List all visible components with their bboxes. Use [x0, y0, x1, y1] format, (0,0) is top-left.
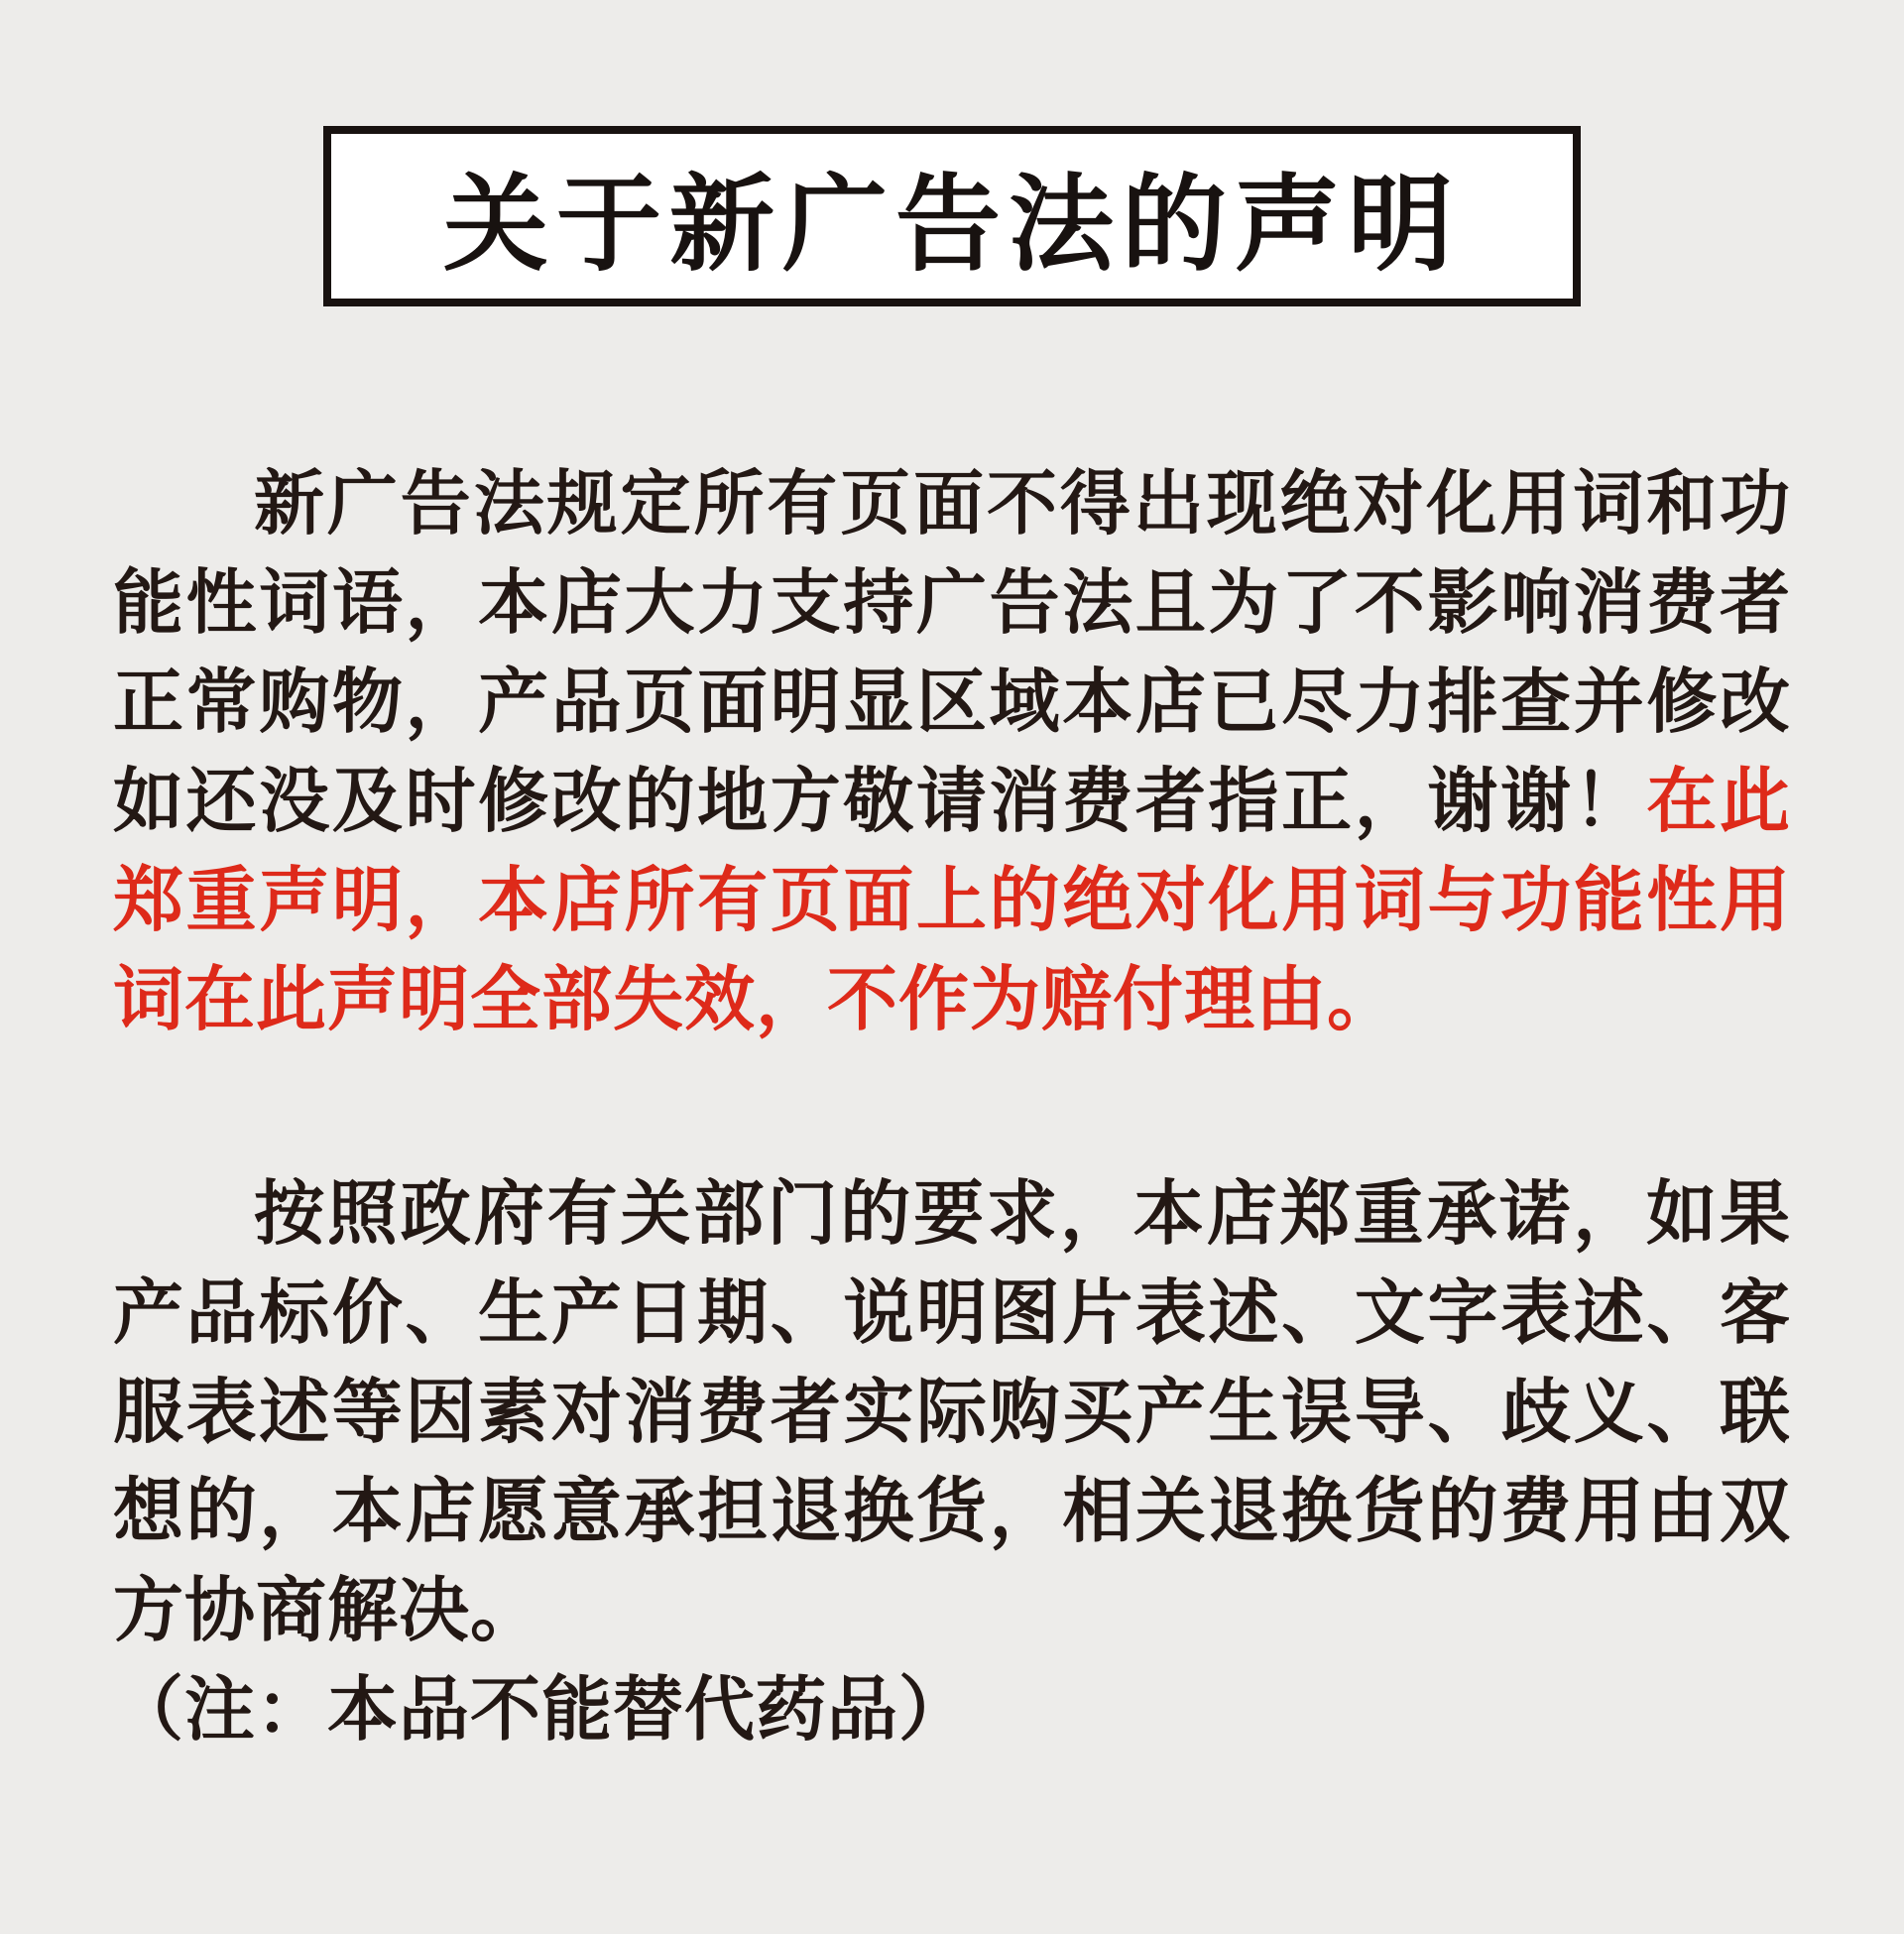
title-box: [323, 126, 1581, 306]
paragraph-declaration-red-text: 在此郑重声明，本店所有页面上的绝对化用词与功能性用词在此声明全部失效，不作为赔付理由。: [113, 763, 1791, 1039]
paragraph-declaration: [113, 455, 1791, 1050]
notice-page: [0, 126, 1904, 1760]
paragraph-promise: [113, 1165, 1791, 1661]
note-line: （注：本品不能替代药品）: [113, 1671, 971, 1750]
notice-body: [113, 455, 1791, 1760]
paragraph-promise-text: 按照政府有关部门的要求，本店郑重承诺，如果产品标价、生产日期、说明图片表述、文字表述、客服表述等因素对消费者实际购买产生误导、歧义、联想的，本店愿意承担退换货，相关退换货的费用由双方协商解决。: [113, 1175, 1791, 1650]
paragraph-declaration-black-text: 新广告法规定所有页面不得出现绝对化用词和功能性词语，本店大力支持广告法且为了不影响消费者正常购物，产品页面明显区域本店已尽力排查并修改如还没及时修改的地方敬请消费者指正，谢谢！: [113, 465, 1791, 841]
page-title: 关于新广告法的声明: [443, 167, 1461, 284]
